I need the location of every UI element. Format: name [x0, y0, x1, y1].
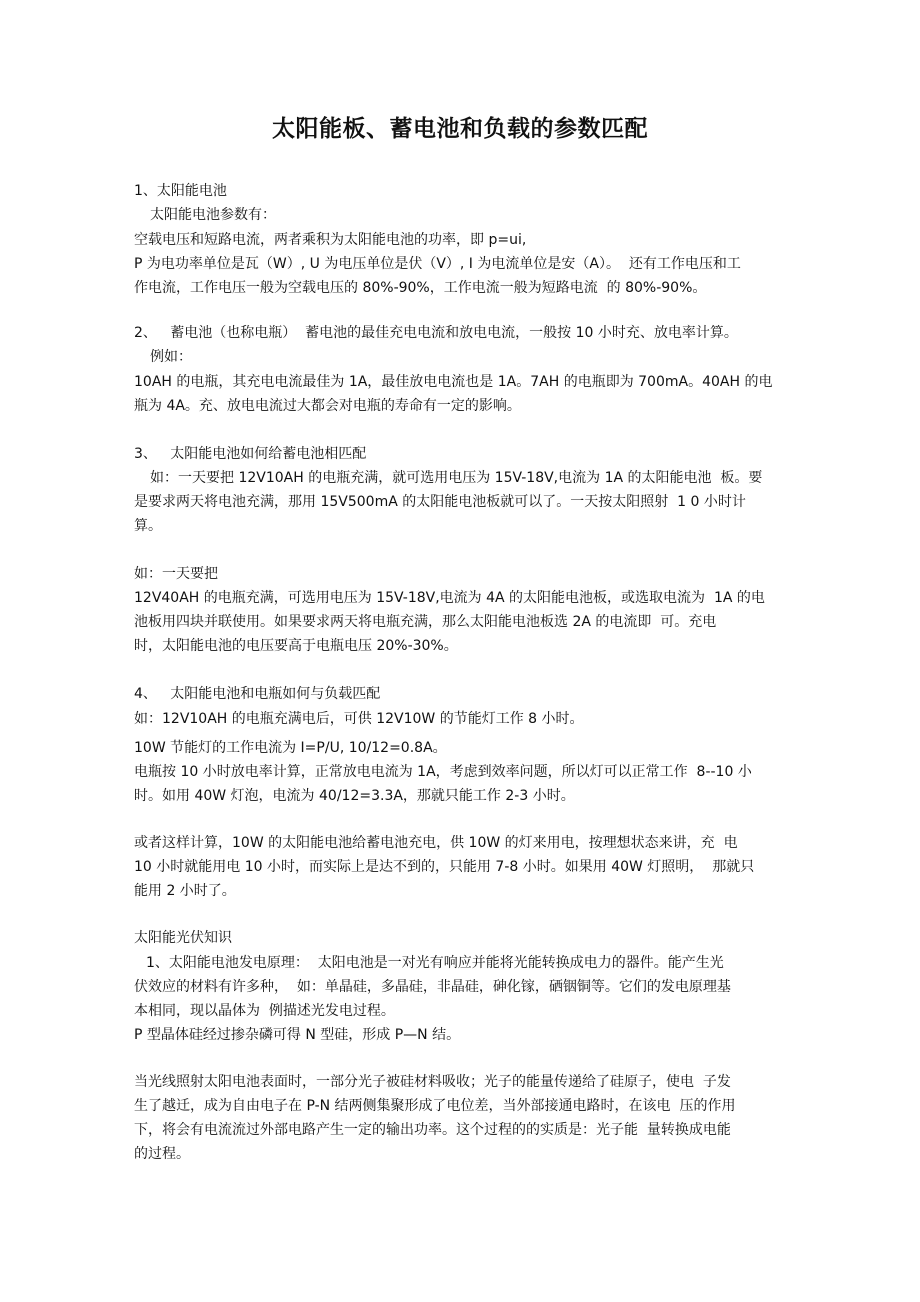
- paragraph-line: 生了越迁，成为自由电子在 P-N 结两侧集聚形成了电位差，当外部接通电路时，在该电 压的作用: [134, 1098, 736, 1114]
- paragraph-line: 是要求两天将电池充满，那用 15V500mA 的太阳能电池板就可以了。一天按太阳照射 1 0 小时计: [134, 494, 746, 510]
- paragraph-line: 10AH 的电瓶，其充电电流最佳为 1A，最佳放电电流也是 1A。7AH 的电瓶即为 700mA。40AH 的电: [134, 374, 773, 390]
- paragraph-line: 12V40AH 的电瓶充满，可选用电压为 15V-18V,电流为 4A 的太阳能电池板，或选取电流为 1A 的电: [134, 590, 765, 606]
- paragraph-line: 作电流，工作电压一般为空载电压的 80%-90%，工作电流一般为短路电流 的 80%-90%。: [134, 280, 707, 296]
- paragraph-line: 电瓶按 10 小时放电率计算，正常放电电流为 1A，考虑到效率问题，所以灯可以正常工作 8--10 小: [134, 764, 752, 780]
- paragraph-line: 时。如用 40W 灯泡，电流为 40/12=3.3A，那就只能工作 2-3 小时。: [134, 788, 575, 804]
- page-title: 太阳能板、蓄电池和负载的参数匹配: [272, 116, 648, 142]
- paragraph-line: P 为电功率单位是瓦（W）, U 为电压单位是伏（V）, I 为电流单位是安（A）。 还有工作电压和工: [134, 256, 741, 272]
- paragraph-line: 瓶为 4A。充、放电电流过大都会对电瓶的寿命有一定的影响。: [134, 398, 521, 414]
- paragraph-line: 伏效应的材料有许多种， 如：单晶硅，多晶硅，非晶硅，砷化镓，硒铟铜等。它们的发电原理基: [134, 979, 731, 995]
- paragraph-line: 太阳能电池参数有：: [150, 207, 276, 223]
- paragraph-line: 如：12V10AH 的电瓶充满电后，可供 12V10W 的节能灯工作 8 小时。: [134, 711, 584, 727]
- section-3-heading: 3、 太阳能电池如何给蓄电池相匹配: [134, 446, 367, 462]
- section-4-heading: 4、 太阳能电池和电瓶如何与负载匹配: [134, 686, 381, 702]
- section-1-heading: 1、太阳能电池: [134, 183, 227, 199]
- paragraph-line: 空载电压和短路电流，两者乘积为太阳能电池的功率，即 p=ui,: [134, 232, 527, 248]
- paragraph-line: P 型晶体硅经过掺杂磷可得 N 型硅，形成 P—N 结。: [134, 1027, 461, 1043]
- paragraph-line: 或者这样计算，10W 的太阳能电池给蓄电池充电，供 10W 的灯来用电，按理想状态来讲，充 电: [134, 835, 738, 851]
- paragraph-line: 能用 2 小时了。: [134, 883, 236, 899]
- paragraph-line: 1、太阳能电池发电原理： 太阳电池是一对光有响应并能将光能转换成电力的器件。能产生光: [146, 955, 724, 971]
- paragraph-line: 时，太阳能电池的电压要高于电瓶电压 20%-30%。: [134, 638, 458, 654]
- paragraph-line: 10 小时就能用电 10 小时，而实际上是达不到的，只能用 7-8 小时。如果用 40W 灯照明， 那就只: [134, 859, 755, 875]
- paragraph-line: 如：一天要把: [134, 566, 218, 582]
- section-5-heading: 太阳能光伏知识: [134, 930, 232, 946]
- section-2-heading: 2、 蓄电池（也称电瓶） 蓄电池的最佳充电电流和放电电流，一般按 10 小时充、放电率计算。: [134, 325, 738, 341]
- paragraph-line: 当光线照射太阳电池表面时，一部分光子被硅材料吸收；光子的能量传递给了硅原子，使电 子发: [134, 1074, 731, 1090]
- paragraph-line: 池板用四块并联使用。如果要求两天将电瓶充满，那么太阳能电池板选 2A 的电流即 可。充电: [134, 614, 717, 630]
- paragraph-line: 的过程。: [134, 1146, 190, 1162]
- paragraph-line: 如：一天要把 12V10AH 的电瓶充满，就可选用电压为 15V-18V,电流为 1A 的太阳能电池 板。要: [150, 470, 763, 486]
- paragraph-line: 下，将会有电流流过外部电路产生一定的输出功率。这个过程的的实质是：光子能 量转换成电能: [134, 1122, 731, 1138]
- paragraph-line: 本相同，现以晶体为 例描述光发电过程。: [134, 1003, 395, 1019]
- paragraph-line: 例如：: [150, 349, 192, 365]
- paragraph-line: 10W 节能灯的工作电流为 I=P/U, 10/12=0.8A。: [134, 740, 447, 756]
- paragraph-line: 算。: [134, 518, 162, 534]
